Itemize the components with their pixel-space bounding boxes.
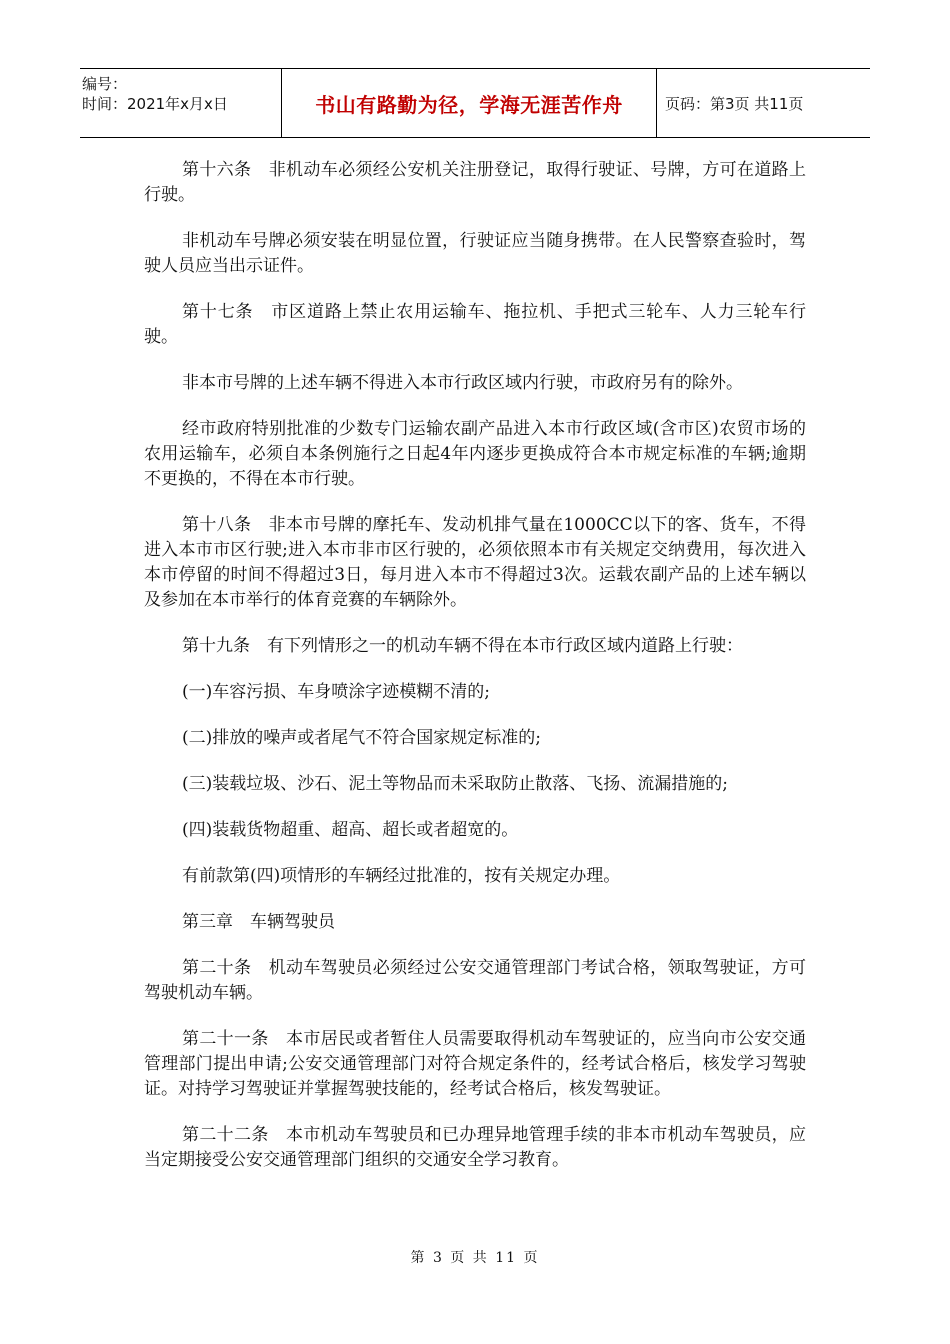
paragraph: 非本市号牌的上述车辆不得进入本市行政区域内行驶，市政府另有的除外。 — [182, 373, 743, 393]
paragraph: 第十九条 有下列情形之一的机动车辆不得在本市行政区域内道路上行驶： — [182, 636, 743, 656]
page-header — [80, 68, 870, 138]
paragraph: 第二十条 机动车驾驶员必须经过公安交通管理部门考试合格，领取驾驶证，方可驾驶机动车辆。 — [144, 958, 806, 1003]
document-body — [144, 158, 806, 1194]
list-item: (三)装载垃圾、沙石、泥土等物品而未采取防止散落、飞扬、流漏措施的; — [182, 774, 728, 794]
document-time-label: 时间：2021年x月x日 — [82, 95, 228, 113]
document-number-label: 编号： — [82, 75, 128, 93]
header-page-info: 页码：第3页 共11页 — [665, 94, 804, 113]
header-motto: 书山有路勤为径，学海无涯苦作舟 — [282, 69, 657, 137]
list-item: (二)排放的噪声或者尾气不符合国家规定标准的; — [182, 728, 541, 748]
paragraph: 第二十二条 本市机动车驾驶员和已办理异地管理手续的非本市机动车驾驶员，应当定期接受公安交通管理部门组织的交通安全学习教育。 — [144, 1125, 806, 1170]
list-item: (一)车容污损、车身喷涂字迹模糊不清的; — [182, 682, 490, 702]
paragraph: 非机动车号牌必须安装在明显位置，行驶证应当随身携带。在人民警察查验时，驾驶人员应当出示证件。 — [144, 231, 806, 276]
paragraph: 第二十一条 本市居民或者暂住人员需要取得机动车驾驶证的，应当向市公安交通管理部门提出申请;公安交通管理部门对符合规定条件的，经考试合格后，核发学习驾驶证。对持学习驾驶证并掌握驾驶技能的，经考试合格后，核发驾驶证。 — [144, 1029, 806, 1099]
chapter-heading: 第三章 车辆驾驶员 — [182, 912, 335, 932]
paragraph: 第十六条 非机动车必须经公安机关注册登记，取得行驶证、号牌，方可在道路上行驶。 — [144, 160, 806, 205]
paragraph: 有前款第(四)项情形的车辆经过批准的，按有关规定办理。 — [182, 866, 621, 886]
list-item: (四)装载货物超重、超高、超长或者超宽的。 — [182, 820, 519, 840]
page-footer: 第 3 页 共 11 页 — [410, 1250, 540, 1266]
paragraph: 第十七条 市区道路上禁止农用运输车、拖拉机、手把式三轮车、人力三轮车行驶。 — [144, 302, 806, 347]
header-meta — [80, 69, 282, 137]
paragraph: 第十八条 非本市号牌的摩托车、发动机排气量在1000CC以下的客、货车，不得进入本市市区行驶;进入本市非市区行驶的，必须依照本市有关规定交纳费用，每次进入本市停留的时间不得超过3日，每月进入本市不得超过3次。运载农副产品的上述车辆以及参加在本市举行的体育竞赛的车辆除外。 — [144, 515, 806, 610]
paragraph: 经市政府特别批准的少数专门运输农副产品进入本市行政区域(含市区)农贸市场的农用运输车，必须自本条例施行之日起4年内逐步更换成符合本市规定标准的车辆;逾期不更换的，不得在本市行驶。 — [144, 419, 806, 489]
